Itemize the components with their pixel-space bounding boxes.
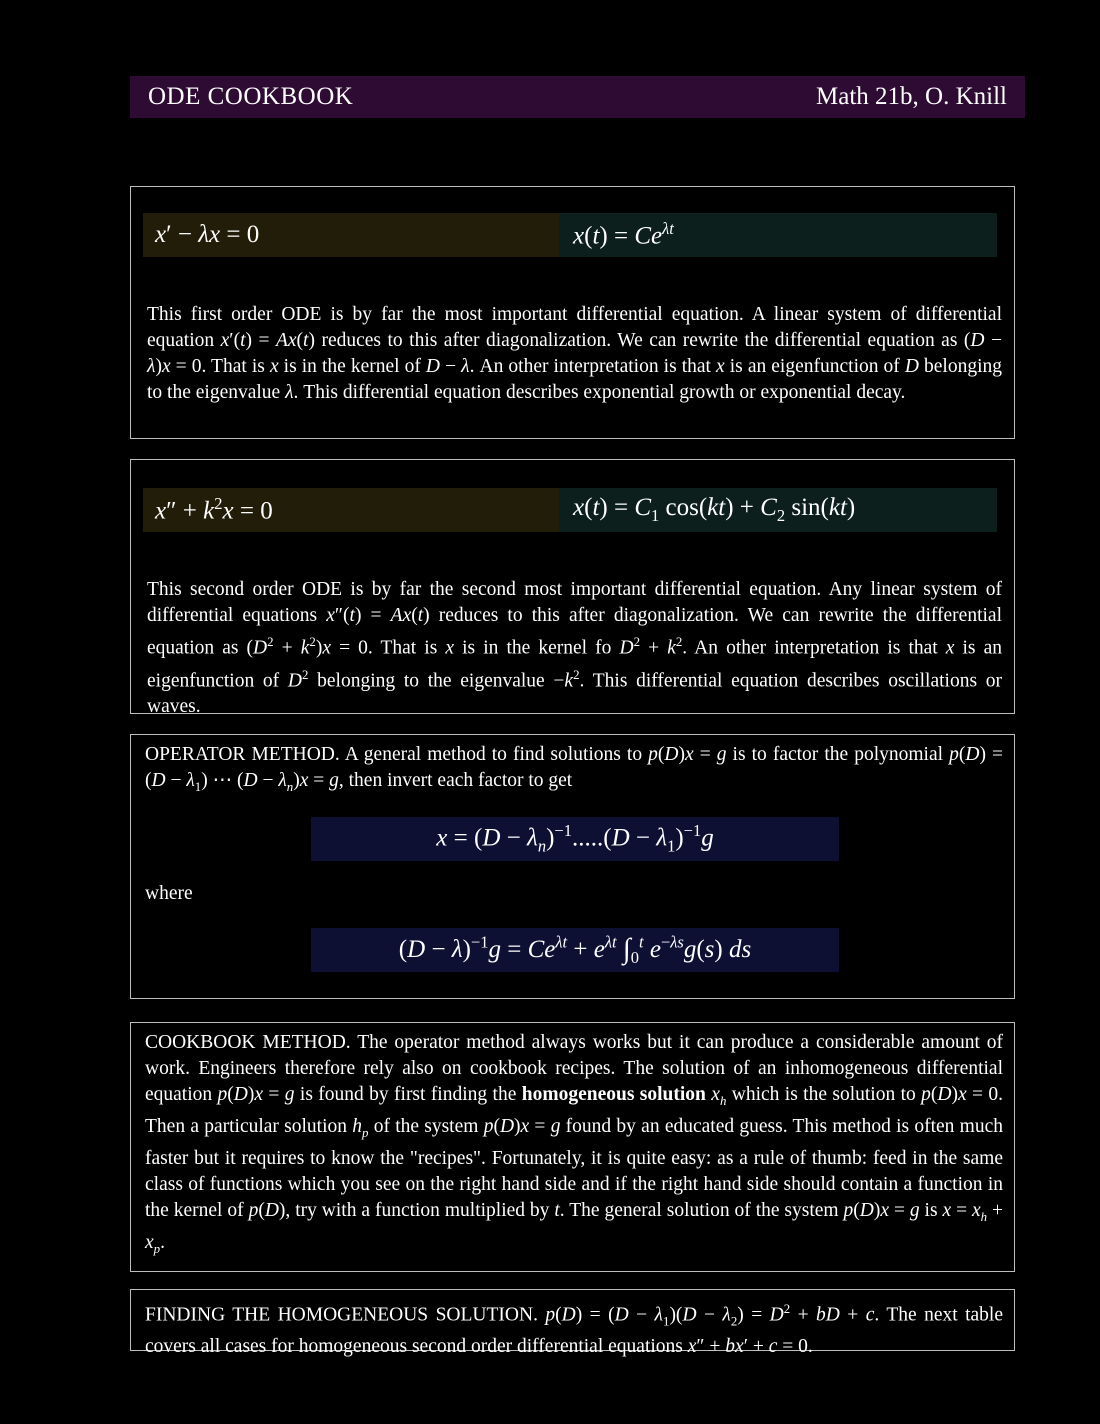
operator-method-where-label: where	[145, 883, 193, 904]
page-title: ODE COOKBOOK	[148, 83, 354, 110]
equation-right-first-order: $x(t) = Ce^{\lambda t}$	[559, 213, 997, 257]
section-first-order	[130, 186, 1015, 439]
section-operator-method	[130, 734, 1015, 999]
equation-right-second-order: $x(t) = C_1$ $\cos(kt) + C_2$ sin(kt)	[559, 488, 997, 532]
operator-method-display-1: $x = (D - \lambda_n)^{-1}.....(D - \lambda_1)^{-1}g$	[311, 817, 839, 861]
operator-method-heading: OPERATOR METHOD.	[145, 744, 340, 765]
equation-row-second-order	[131, 460, 1038, 532]
cookbook-bold-homogeneous: homogeneous solution	[521, 1084, 706, 1105]
equation-row-first-order	[131, 187, 1038, 257]
section-second-order	[130, 459, 1015, 717]
operator-method-intro: OPERATOR METHOD. A general method to find solutions to p(D)x = g is to factor the polynomial $p(D) = (D - \lambda_1)$ ⋯ $(D - \lambda_n)x = g$, then invert each factor to get	[145, 744, 1003, 794]
cookbook-method-text: COOKBOOK METHOD. The operator method always works but it can produce a considerable amount of work. Engineers therefore rely also on cookbook recipes. The solution of an inhomogeneous differential equation p(D)x = g is found by first finding the homogeneous solution $x_h$ which is the solution to p(D)x = 0. Then a particular solution $h_p$ of the system p(D)x = g found by an educated guess. This method is often much faster but it requires to know the "recipes". Fortunately, it is quite easy: as a rule of thumb: feed in the same class of functions which you see on the right hand side and if the right hand side should contain a function in the kernel of p(D), try with a function multiplied by t. The general solution of the system p(D)x = g is $x = x_h + x_p$.	[145, 1032, 1004, 1256]
paragraph-second-order: This second order ODE is by far the second most important differential equation. Any linear system of differential equations x″(t) = Ax(t) reduces to this after diagonalization. We can rewrite the differential equation as $(D^2 + k^2)x = 0$. That is x is in the kernel fo $D^2 + k^2$. An other interpretation is that x is an eigenfunction of $D^2$ belonging to the eigenvalue $-k^2$. This differential equation describes oscillations or waves.	[147, 579, 1003, 717]
cookbook-method-heading: COOKBOOK METHOD.	[145, 1032, 351, 1053]
section-cookbook-method	[130, 1022, 1015, 1272]
page-header	[130, 76, 1025, 118]
homogeneous-solution-heading: FINDING THE HOMOGENEOUS SOLUTION.	[145, 1304, 538, 1326]
course-label: Math 21b, O. Knill	[816, 83, 1007, 110]
operator-method-display-2: $(D - \lambda)^{-1}g = Ce^{\lambda t} + e^{\lambda t}$ $\int_0^t$ $e^{-\lambda s}g(s)$ ds	[311, 928, 839, 972]
homogeneous-solution-text: FINDING THE HOMOGENEOUS SOLUTION. $p(D) = (D - \lambda_1)(D - \lambda_2) = D^2$ + bD + c. The next table covers all cases for homogeneous second order differential equations x″ + bx′ + c = 0.	[145, 1302, 1003, 1358]
equation-left-second-order: $x'' + k^2x = 0$	[143, 488, 559, 532]
equation-left-first-order: x′ − λx = 0	[143, 213, 559, 257]
paragraph-first-order: This first order ODE is by far the most important differential equation. A linear system of differential equation x′(t) = Ax(t) reduces to this after diagonalization. We can rewrite the differential equation as (D − λ)x = 0. That is x is in the kernel of D − λ. An other interpretation is that x is an eigenfunction of D belonging to the eigenvalue λ. This differential equation describes exponential growth or exponential decay.	[147, 304, 1003, 403]
section-homogeneous-solution	[130, 1289, 1015, 1358]
